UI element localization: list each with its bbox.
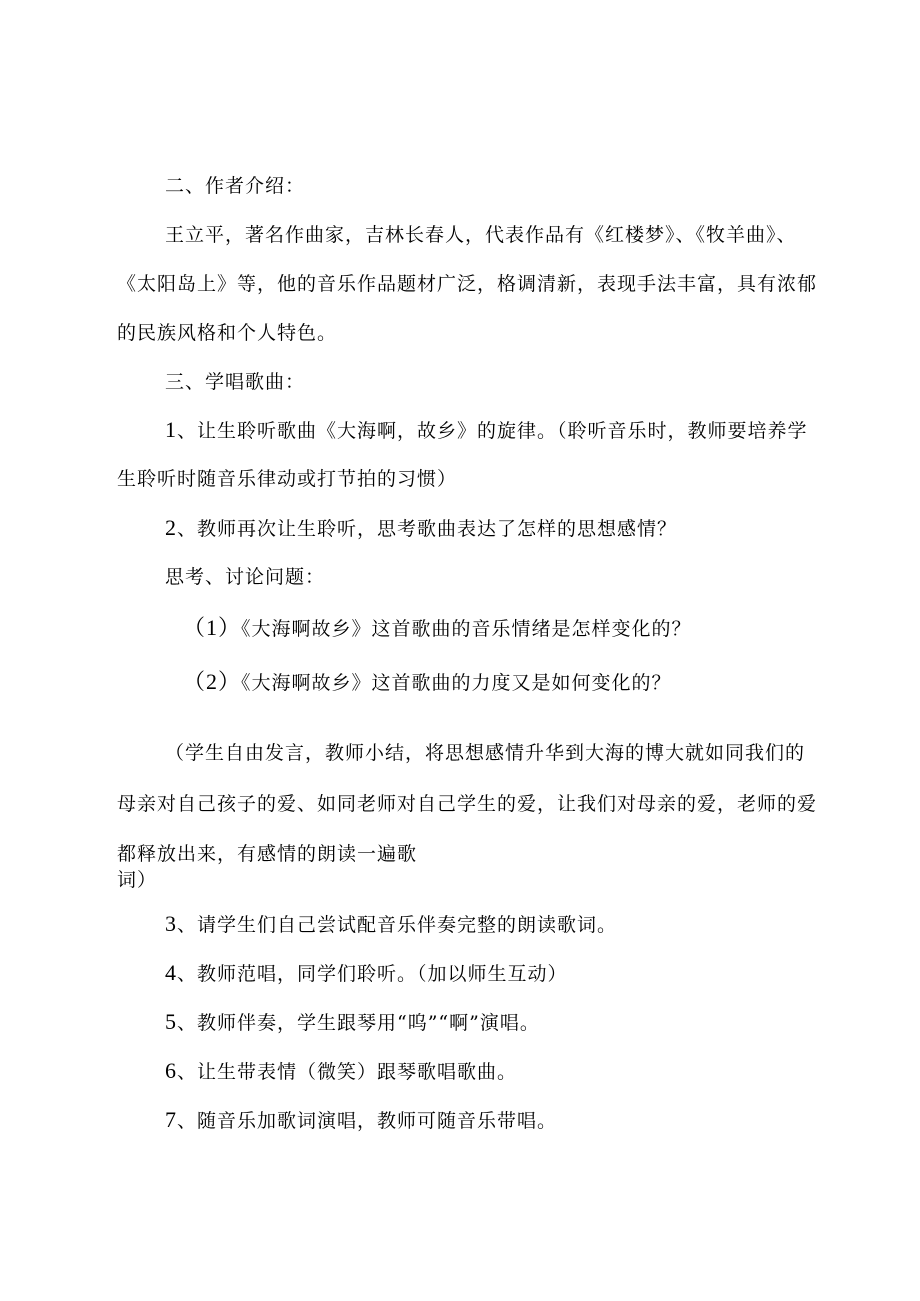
step-7-number: 7 [165,1107,177,1132]
summary-line-4: 词） [117,869,158,891]
step-1-number: 1 [165,417,177,442]
step-2-text: 、教师再次让生聆听，思考歌曲表达了怎样的思想感情？ [177,518,678,540]
author-paragraph-line-3: 的民族风格和个人特色。 [117,322,338,344]
section-heading-author: 二、作者介绍： [165,175,306,197]
step-5 [165,1010,540,1035]
summary-line-2: 母亲对自己孩子的爱、如同老师对自己学生的爱，让我们对母亲的爱，老师的爱 [117,793,818,815]
step-5-text: 、教师伴奏，学生跟琴用“呜”“啊”演唱。 [177,1012,540,1034]
step-3-text: 、请学生们自己尝试配音乐伴奏完整的朗读歌词。 [177,914,618,936]
question-1 [183,616,692,641]
step-2-number: 2 [165,515,177,540]
step-1-line-2: 生聆听时随音乐律动或打节拍的习惯） [117,468,458,490]
step-5-number: 5 [165,1009,177,1034]
step-6 [165,1059,517,1084]
step-7-text: 、随音乐加歌词演唱，教师可随音乐带唱。 [177,1110,558,1132]
step-7 [165,1108,557,1133]
step-1-line-1 [165,418,808,443]
author-paragraph-line-1: 王立平，著名作曲家，吉林长春人，代表作品有《红楼梦》、《牧羊曲》、 [165,224,797,246]
question-1-number: （1） [183,615,242,640]
step-3 [165,912,617,937]
step-4-text: 、教师范唱，同学们聆听。（加以师生互动） [177,963,568,985]
step-3-number: 3 [165,911,177,936]
question-2-number: （2） [183,669,242,694]
step-6-number: 6 [165,1058,177,1083]
summary-line-1: （学生自由发言，教师小结，将思想感情升华到大海的博大就如同我们的 [165,742,806,764]
question-2-text: 《大海啊故乡》这首歌曲的力度又是如何变化的？ [241,672,672,694]
author-paragraph-line-2: 《太阳岛上》等，他的音乐作品题材广泛，格调清新，表现手法丰富，具有浓郁 [117,273,818,295]
step-6-text: 、让生带表情（微笑）跟琴歌唱歌曲。 [177,1061,518,1083]
discussion-heading: 思考、讨论问题： [165,566,326,588]
step-4 [165,961,568,986]
step-4-number: 4 [165,960,177,985]
question-2 [183,670,672,695]
section-heading-learn-song: 三、学唱歌曲： [165,371,306,393]
summary-line-3: 都释放出来，有感情的朗读一遍歌 [117,843,418,865]
question-1-text: 《大海啊故乡》这首歌曲的音乐情绪是怎样变化的？ [241,618,692,640]
step-1-text: 、让生聆听歌曲《大海啊，故乡》的旋律。（聆听音乐时，教师要培养学 [177,420,808,442]
step-2 [165,516,677,541]
